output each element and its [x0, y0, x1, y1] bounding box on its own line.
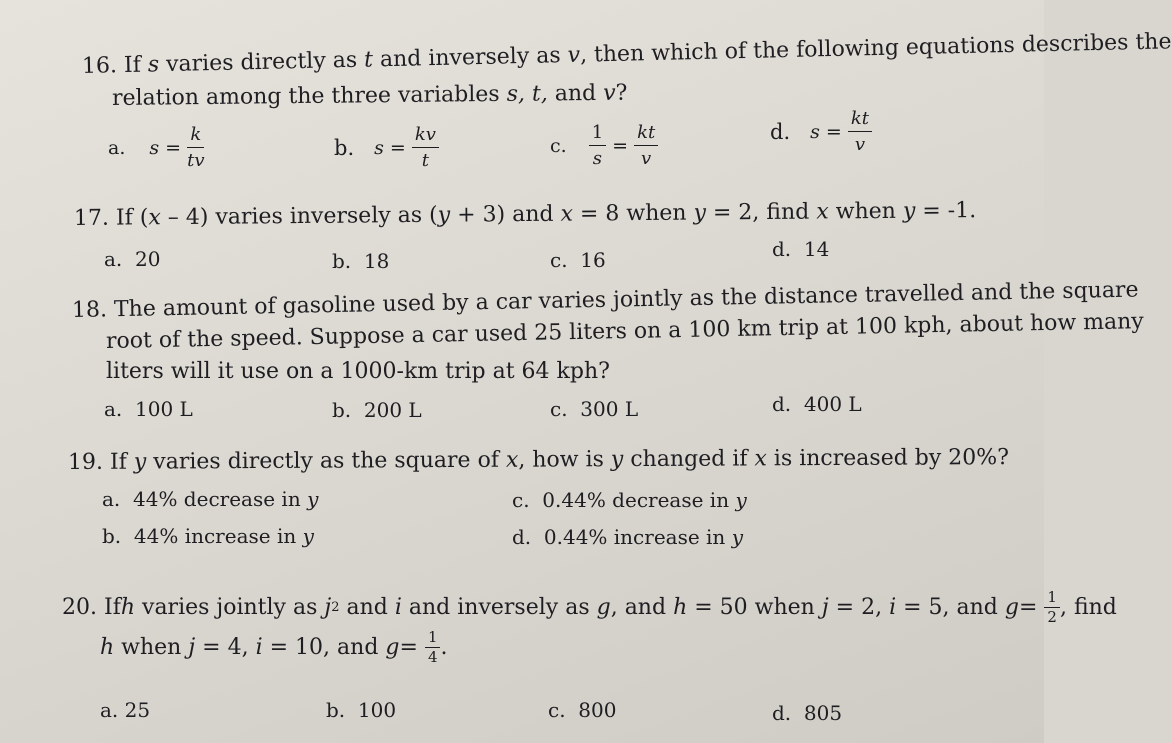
question-16-line-2: relation among the three variables s, t, and v? — [111, 80, 628, 111]
question-19: 19. If y varies directly as the square of x, how is y changed if x is increased by 20%? — [67, 445, 1010, 475]
q19-option-b[interactable]: b. 44% increase in y — [102, 524, 314, 548]
q17-option-c[interactable]: c. 16 — [550, 248, 606, 272]
fraction: $\frac{k}{tv}$ — [187, 124, 205, 171]
question-20-line-2: h when j = 4, i = 10, and g = $\frac{1}{4}$ . — [100, 628, 448, 666]
q16-option-b[interactable]: b. s = $\frac{kv}{t}$ — [334, 124, 439, 171]
q17-option-b[interactable]: b. 18 — [332, 249, 390, 273]
q16-option-d[interactable]: d. s = $\frac{kt}{v}$ — [770, 108, 872, 155]
q18-option-d[interactable]: d. 400 L — [772, 392, 862, 416]
q17-option-a[interactable]: a. 20 — [104, 247, 161, 271]
q20-option-a[interactable]: a. 25 — [100, 698, 151, 722]
q17-option-d[interactable]: d. 14 — [772, 237, 830, 261]
q20-option-d[interactable]: d. 805 — [772, 701, 843, 725]
fraction: $\frac{kv}{t}$ — [412, 124, 439, 171]
q18-option-a[interactable]: a. 100 L — [104, 397, 193, 421]
question-18-line-3: liters will it use on a 1000-km trip at 64 kph? — [106, 359, 610, 384]
q20-option-b[interactable]: b. 100 — [326, 698, 397, 722]
question-20-line-1: 20. If h varies jointly as j 2 and i and inversely as g , and h = 50 when j = 2, i = 5, and g = $\frac{1}{2}$ , find — [62, 588, 1117, 626]
fraction: $\frac{1}{s}$ — [589, 122, 606, 169]
question-17: 17. If (x – 4) varies inversely as (y + 3) and x = 8 when y = 2, find x when y = -1. — [73, 198, 977, 231]
q19-option-c[interactable]: c. 0.44% decrease in y — [512, 488, 747, 512]
q18-option-b[interactable]: b. 200 L — [332, 398, 422, 422]
question-16-line-1: 16. If s varies directly as t and inversely as v, then which of the following equations describes the — [81, 29, 1172, 79]
fraction: $\frac{kt}{v}$ — [634, 122, 658, 169]
q20-option-c[interactable]: c. 800 — [548, 698, 617, 722]
q18-option-c[interactable]: c. 300 L — [550, 397, 639, 421]
question-18-line-1: 18. The amount of gasoline used by a car varies jointly as the distance travelled and the square — [71, 277, 1139, 323]
q16-option-c[interactable]: c. $\frac{1}{s}$ = $\frac{kt}{v}$ — [550, 122, 658, 169]
q16-option-a[interactable]: a. s = $\frac{k}{tv}$ — [108, 124, 205, 171]
q19-option-d[interactable]: d. 0.44% increase in y — [512, 525, 743, 549]
question-18-line-2: root of the speed. Suppose a car used 25 liters on a 100 km trip at 100 kph, about how many — [105, 309, 1144, 354]
fraction: $\frac{1}{2}$ — [1044, 590, 1060, 625]
fraction: $\frac{1}{4}$ — [425, 630, 441, 665]
fraction: $\frac{kt}{v}$ — [848, 108, 872, 155]
q19-option-a[interactable]: a. 44% decrease in y — [102, 487, 319, 511]
